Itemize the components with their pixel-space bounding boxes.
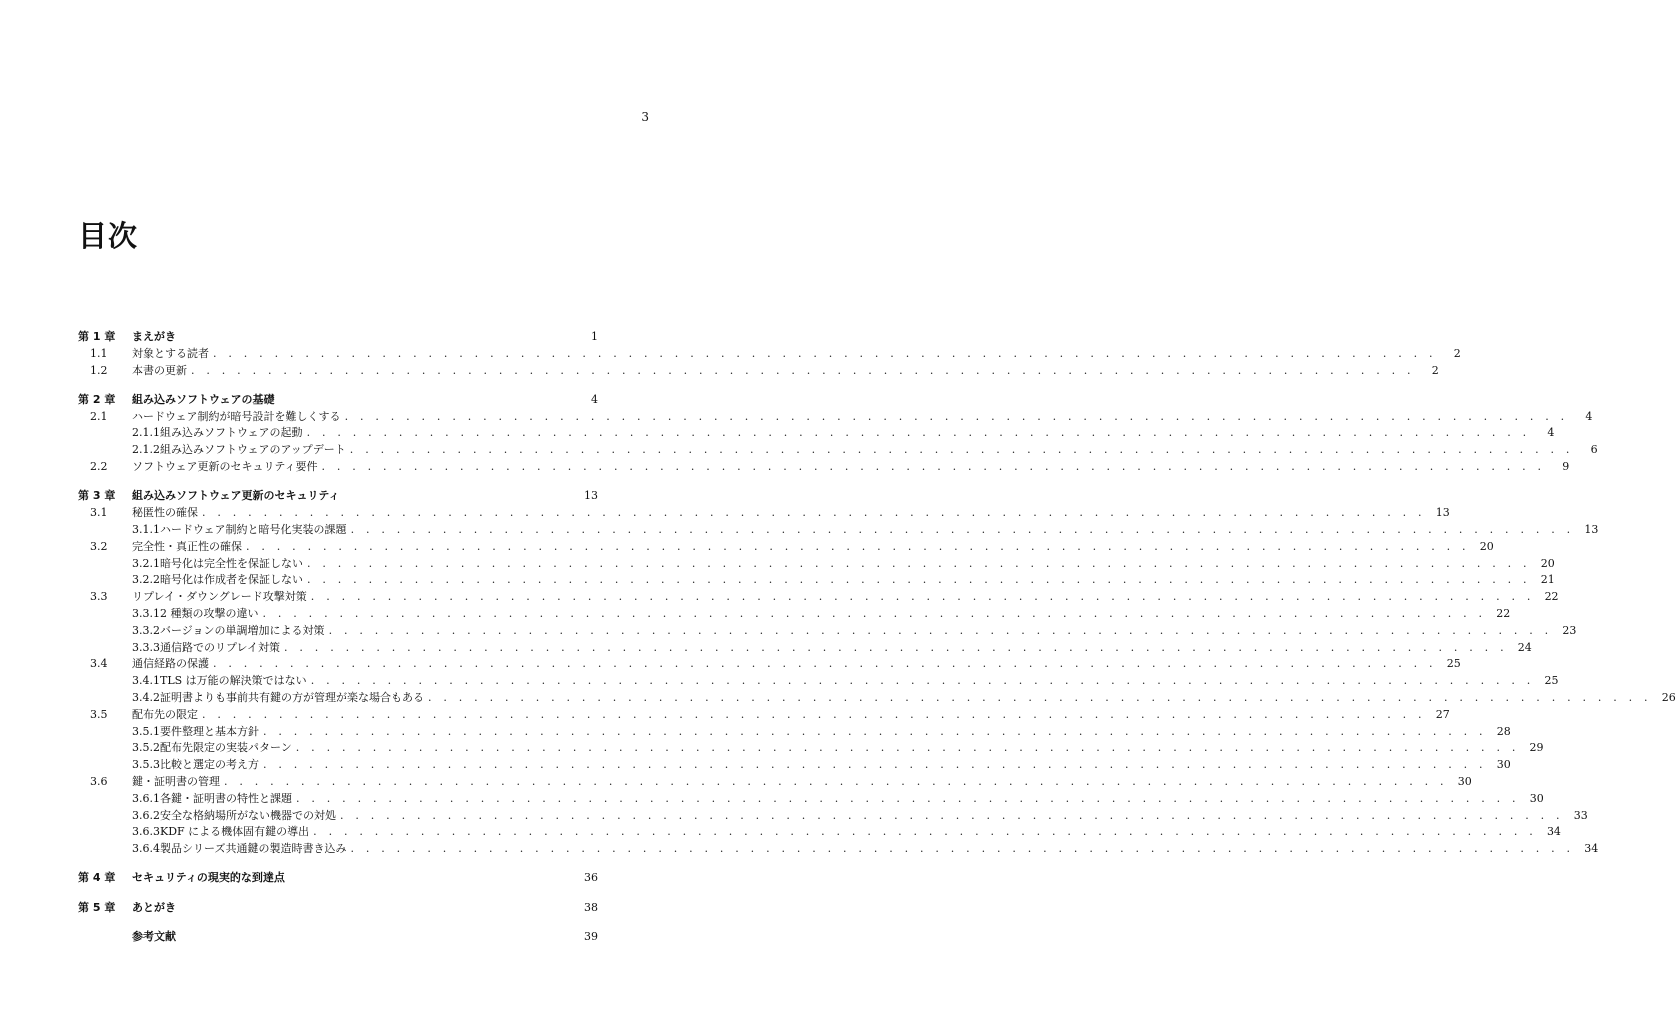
- toc-chapter[interactable]: [78, 392, 598, 409]
- dot-leader: . . . . . . . . . . . . . . . . . . . . . . . . . . . . . . . . . . . . . . . . . . . . . . . . . . . . . . . . . . . . . . . . . . . . . . . . . . . . . . . .: [310, 674, 1535, 688]
- toc-subsection[interactable]: [78, 791, 1544, 808]
- dot-leader: . . . . . . . . . . . . . . . . . . . . . . . . . . . . . . . . . . . . . . . . . . . . . . . . . . . . . . . . . . . . . . . . . . . . . . . . . . . . . . . .: [328, 623, 1553, 637]
- toc-subsection[interactable]: [78, 808, 1588, 825]
- entry-title: 対象とする読者: [132, 346, 209, 360]
- page-ref: 30: [1457, 774, 1472, 788]
- toc-section[interactable]: [78, 346, 1461, 363]
- toc-chapter[interactable]: [78, 900, 598, 917]
- toc-section[interactable]: [78, 409, 1593, 426]
- toc-subsection[interactable]: [78, 556, 1555, 573]
- entry-title: 通信経路の保護: [132, 657, 209, 671]
- subsection-number: 3.5.3: [132, 758, 160, 772]
- subsection-number: 3.4.1: [132, 674, 160, 688]
- page-ref: 25: [1544, 674, 1559, 688]
- page-ref: 4: [1547, 426, 1555, 440]
- entry-title: 安全な格納場所がない機器での対処: [160, 808, 336, 822]
- chapter-spacer: [78, 858, 598, 871]
- toc-subsection[interactable]: [78, 690, 1676, 707]
- subsection-number: 3.3.3: [132, 640, 160, 654]
- toc-subsection[interactable]: [78, 841, 1599, 858]
- page-ref: 21: [1540, 573, 1555, 587]
- page-ref: 20: [1540, 556, 1555, 570]
- toc-subsection[interactable]: [78, 640, 1532, 657]
- toc-subsection[interactable]: [78, 724, 1511, 741]
- toc-section[interactable]: [78, 505, 1450, 522]
- page-ref: 4: [1585, 409, 1593, 423]
- dot-leader: . . . . . . . . . . . . . . . . . . . . . . . . . . . . . . . . . . . . . . . . . . . . . . . . . . . . . . . . . . . . . . . . . . . . . . . . . . . . . . . .: [263, 724, 1487, 738]
- section-number: 3.6: [90, 774, 108, 788]
- toc-section[interactable]: [78, 363, 1439, 380]
- toc-subsection[interactable]: [78, 606, 1511, 623]
- entry-title: 通信路でのリプレイ対策: [160, 640, 281, 654]
- chapter-spacer: [78, 379, 598, 392]
- chapter-spacer: [78, 917, 598, 930]
- page-ref: 38: [584, 900, 598, 914]
- page-ref: 13: [1584, 522, 1599, 536]
- page-ref: 22: [1496, 606, 1511, 620]
- entry-title: ソフトウェア更新のセキュリティ要件: [132, 460, 318, 474]
- page-ref: 39: [584, 930, 598, 943]
- page-ref: 24: [1517, 640, 1532, 654]
- subsection-number: 3.5.2: [132, 741, 160, 755]
- dot-leader: . . . . . . . . . . . . . . . . . . . . . . . . . . . . . . . . . . . . . . . . . . . . . . . . . . . . . . . . . . . . . . . . . . . . . . . . . . . . . . . .: [321, 460, 1546, 474]
- toc-subsection[interactable]: [78, 824, 1561, 841]
- subsection-number: 3.4.2: [132, 690, 160, 704]
- section-number: 1.2: [90, 363, 108, 377]
- dot-leader: . . . . . . . . . . . . . . . . . . . . . . . . . . . . . . . . . . . . . . . . . . . . . . . . . . . . . . . . . . . . . . . . . . . . . . . . . . . . . . . .: [428, 690, 1652, 704]
- entry-title: TLS は万能の解決策ではない: [160, 674, 307, 688]
- dot-leader: . . . . . . . . . . . . . . . . . . . . . . . . . . . . . . . . . . . . . . . . . . . . . . . . . . . . . . . . . . . . . . . . . . . . . . . . . . . . . . . .: [263, 758, 1487, 772]
- toc-subsection[interactable]: [78, 673, 1559, 690]
- chapter-number: 第 4 章: [78, 871, 116, 885]
- page-ref: 26: [1661, 690, 1676, 704]
- dot-leader: . . . . . . . . . . . . . . . . . . . . . . . . . . . . . . . . . . . . . . . . . . . . . . . . . . . . . . . . . . . . . . . . . . . . . . . . . . . . . . . .: [307, 573, 1531, 587]
- dot-leader: . . . . . . . . . . . . . . . . . . . . . . . . . . . . . . . . . . . . . . . . . . . . . . . . . . . . . . . . . . . . . . . . . . . . . . . . . . . . . . . .: [295, 741, 1520, 755]
- section-number: 3.4: [90, 657, 108, 671]
- subsection-number: 3.6.4: [132, 842, 160, 856]
- subsection-number: 3.1.1: [132, 522, 160, 536]
- entry-title: KDF による機体固有鍵の導出: [160, 825, 310, 839]
- dot-leader: . . . . . . . . . . . . . . . . . . . . . . . . . . . . . . . . . . . . . . . . . . . . . . . . . . . . . . . . . . . . . . . . . . . . . . . . . . . . . . . .: [191, 363, 1415, 377]
- page-ref: 9: [1562, 460, 1570, 474]
- subsection-number: 3.3.2: [132, 623, 160, 637]
- subsection-number: 3.2.1: [132, 556, 160, 570]
- page-ref: 6: [1590, 443, 1598, 457]
- page-ref: 4: [591, 392, 598, 406]
- chapter-title: 参考文献: [132, 930, 176, 943]
- entry-title: 完全性・真正性の確保: [132, 539, 242, 553]
- entry-title: 各鍵・証明書の特性と課題: [160, 791, 292, 805]
- entry-title: バージョンの単調増加による対策: [160, 623, 325, 637]
- chapter-number: 第 1 章: [78, 330, 116, 343]
- toc-chapter[interactable]: [78, 488, 598, 505]
- toc-subsection[interactable]: [78, 740, 1544, 757]
- toc-section[interactable]: [78, 774, 1472, 791]
- dot-leader: . . . . . . . . . . . . . . . . . . . . . . . . . . . . . . . . . . . . . . . . . . . . . . . . . . . . . . . . . . . . . . . . . . . . . . . . . . . . . . . .: [344, 409, 1569, 423]
- toc-chapter[interactable]: [78, 870, 598, 887]
- section-number: 2.1: [90, 409, 108, 423]
- toc-section[interactable]: [78, 539, 1494, 556]
- entry-title: ハードウェア制約と暗号化実装の課題: [160, 522, 347, 536]
- toc-subsection[interactable]: [78, 522, 1599, 539]
- table-of-contents: [78, 329, 1676, 946]
- dot-leader: . . . . . . . . . . . . . . . . . . . . . . . . . . . . . . . . . . . . . . . . . . . . . . . . . . . . . . . . . . . . . . . . . . . . . . . . . . . . . . . .: [313, 825, 1537, 839]
- toc-subsection[interactable]: [78, 757, 1511, 774]
- subsection-number: 3.2.2: [132, 573, 160, 587]
- page-ref: 13: [584, 489, 598, 503]
- toc-section[interactable]: [78, 656, 1461, 673]
- subsection-number: 2.1.2: [132, 443, 160, 457]
- page-ref: 34: [1584, 842, 1599, 856]
- entry-title: 配布先限定の実装パターン: [160, 741, 292, 755]
- page-ref: 34: [1546, 825, 1561, 839]
- dot-leader: . . . . . . . . . . . . . . . . . . . . . . . . . . . . . . . . . . . . . . . . . . . . . . . . . . . . . . . . . . . . . . . . . . . . . . . . . . . . . . . .: [296, 791, 1520, 805]
- dot-leader: . . . . . . . . . . . . . . . . . . . . . . . . . . . . . . . . . . . . . . . . . . . . . . . . . . . . . . . . . . . . . . . . . . . . . . . . . . . . . . . .: [246, 539, 1470, 553]
- chapter-title: セキュリティの現実的な到達点: [132, 871, 285, 885]
- entry-title: 組み込みソフトウェアのアップデート: [160, 443, 346, 457]
- section-number: 3.1: [90, 506, 108, 520]
- page-ref: 25: [1446, 657, 1461, 671]
- entry-title: リプレイ・ダウングレード攻撃対策: [132, 590, 307, 604]
- dot-leader: . . . . . . . . . . . . . . . . . . . . . . . . . . . . . . . . . . . . . . . . . . . . . . . . . . . . . . . . . . . . . . . . . . . . . . . . . . . . . . . .: [349, 443, 1574, 457]
- page-ref: 30: [1496, 758, 1511, 772]
- chapter-title: 組み込みソフトウェアの基礎: [132, 392, 275, 406]
- subsection-number: 3.6.3: [132, 825, 160, 839]
- dot-leader: . . . . . . . . . . . . . . . . . . . . . . . . . . . . . . . . . . . . . . . . . . . . . . . . . . . . . . . . . . . . . . . . . . . . . . . . . . . . . . . .: [340, 808, 1564, 822]
- toc-subsection[interactable]: [78, 425, 1555, 442]
- toc-subsection[interactable]: [78, 623, 1577, 640]
- page-ref: 27: [1435, 707, 1450, 721]
- page-ref: 2: [1431, 363, 1439, 377]
- chapter-title: あとがき: [132, 900, 176, 914]
- entry-title: 配布先の限定: [132, 707, 198, 721]
- section-number: 1.1: [90, 346, 108, 360]
- page-ref: 20: [1479, 539, 1494, 553]
- dot-leader: . . . . . . . . . . . . . . . . . . . . . . . . . . . . . . . . . . . . . . . . . . . . . . . . . . . . . . . . . . . . . . . . . . . . . . . . . . . . . . . .: [307, 556, 1531, 570]
- page-number: 3: [641, 110, 649, 124]
- entry-title: 組み込みソフトウェアの起動: [160, 426, 303, 440]
- subsection-number: 3.5.1: [132, 724, 160, 738]
- entry-title: 比較と選定の考え方: [160, 758, 259, 772]
- entry-title: 証明書よりも事前共有鍵の方が管理が楽な場合もある: [160, 690, 424, 704]
- page-ref: 33: [1573, 808, 1588, 822]
- page-ref: 1: [591, 330, 598, 343]
- subsection-number: 3.6.2: [132, 808, 160, 822]
- chapter-number: 第 3 章: [78, 489, 116, 503]
- entry-title: ハードウェア制約が暗号設計を難しくする: [132, 409, 341, 423]
- section-number: 3.5: [90, 707, 108, 721]
- dot-leader: . . . . . . . . . . . . . . . . . . . . . . . . . . . . . . . . . . . . . . . . . . . . . . . . . . . . . . . . . . . . . . . . . . . . . . . . . . . . . . . .: [224, 774, 1448, 788]
- page-ref: 30: [1529, 791, 1544, 805]
- chapter-spacer: [78, 887, 598, 900]
- entry-title: 2 種類の攻撃の違い: [160, 606, 259, 620]
- entry-title: 製品シリーズ共通鍵の製造時書き込み: [160, 842, 347, 856]
- chapter-title: まえがき: [132, 330, 176, 343]
- dot-leader: . . . . . . . . . . . . . . . . . . . . . . . . . . . . . . . . . . . . . . . . . . . . . . . . . . . . . . . . . . . . . . . . . . . . . . . . . . . . . . . .: [262, 606, 1487, 620]
- chapter-number: 第 2 章: [78, 392, 116, 406]
- entry-title: 秘匿性の確保: [132, 506, 198, 520]
- entry-title: 本書の更新: [132, 363, 187, 377]
- page-ref: 23: [1562, 623, 1577, 637]
- chapter-number: 第 5 章: [78, 900, 116, 914]
- section-number: 3.3: [90, 590, 108, 604]
- page-ref: 22: [1544, 590, 1559, 604]
- toc-subsection[interactable]: [78, 442, 1598, 459]
- chapter-title: 組み込みソフトウェア更新のセキュリティ: [132, 489, 340, 503]
- page-ref: 28: [1496, 724, 1511, 738]
- subsection-number: 2.1.1: [132, 426, 160, 440]
- page-title: 目次: [78, 219, 139, 253]
- entry-title: 暗号化は完全性を保証しない: [160, 556, 303, 570]
- page-ref: 29: [1529, 741, 1544, 755]
- chapter-spacer: [78, 476, 598, 489]
- toc-chapter[interactable]: [78, 329, 598, 346]
- dot-leader: . . . . . . . . . . . . . . . . . . . . . . . . . . . . . . . . . . . . . . . . . . . . . . . . . . . . . . . . . . . . . . . . . . . . . . . . . . . . . . . .: [202, 506, 1426, 520]
- dot-leader: . . . . . . . . . . . . . . . . . . . . . . . . . . . . . . . . . . . . . . . . . . . . . . . . . . . . . . . . . . . . . . . . . . . . . . . . . . . . . . . .: [306, 426, 1531, 440]
- dot-leader: . . . . . . . . . . . . . . . . . . . . . . . . . . . . . . . . . . . . . . . . . . . . . . . . . . . . . . . . . . . . . . . . . . . . . . . . . . . . . . . .: [350, 522, 1575, 536]
- subsection-number: 3.6.1: [132, 791, 160, 805]
- subsection-number: 3.3.1: [132, 606, 160, 620]
- toc-section[interactable]: [78, 707, 1450, 724]
- dot-leader: . . . . . . . . . . . . . . . . . . . . . . . . . . . . . . . . . . . . . . . . . . . . . . . . . . . . . . . . . . . . . . . . . . . . . . . . . . . . . . . .: [202, 707, 1426, 721]
- dot-leader: . . . . . . . . . . . . . . . . . . . . . . . . . . . . . . . . . . . . . . . . . . . . . . . . . . . . . . . . . . . . . . . . . . . . . . . . . . . . . . . .: [284, 640, 1508, 654]
- dot-leader: . . . . . . . . . . . . . . . . . . . . . . . . . . . . . . . . . . . . . . . . . . . . . . . . . . . . . . . . . . . . . . . . . . . . . . . . . . . . . . . .: [310, 590, 1535, 604]
- toc-section[interactable]: [78, 589, 1559, 606]
- section-number: 2.2: [90, 460, 108, 474]
- toc-chapter[interactable]: [78, 929, 598, 946]
- entry-title: 暗号化は作成者を保証しない: [160, 573, 303, 587]
- toc-section[interactable]: [78, 459, 1570, 476]
- dot-leader: . . . . . . . . . . . . . . . . . . . . . . . . . . . . . . . . . . . . . . . . . . . . . . . . . . . . . . . . . . . . . . . . . . . . . . . . . . . . . . . .: [350, 842, 1575, 856]
- section-number: 3.2: [90, 539, 108, 553]
- page-ref: 36: [584, 871, 598, 885]
- dot-leader: . . . . . . . . . . . . . . . . . . . . . . . . . . . . . . . . . . . . . . . . . . . . . . . . . . . . . . . . . . . . . . . . . . . . . . . . . . . . . . . .: [213, 346, 1437, 360]
- toc-subsection[interactable]: [78, 572, 1555, 589]
- entry-title: 鍵・証明書の管理: [132, 774, 220, 788]
- entry-title: 要件整理と基本方針: [160, 724, 259, 738]
- page-ref: 2: [1453, 346, 1461, 360]
- dot-leader: . . . . . . . . . . . . . . . . . . . . . . . . . . . . . . . . . . . . . . . . . . . . . . . . . . . . . . . . . . . . . . . . . . . . . . . . . . . . . . . .: [213, 657, 1437, 671]
- page-ref: 13: [1435, 506, 1450, 520]
